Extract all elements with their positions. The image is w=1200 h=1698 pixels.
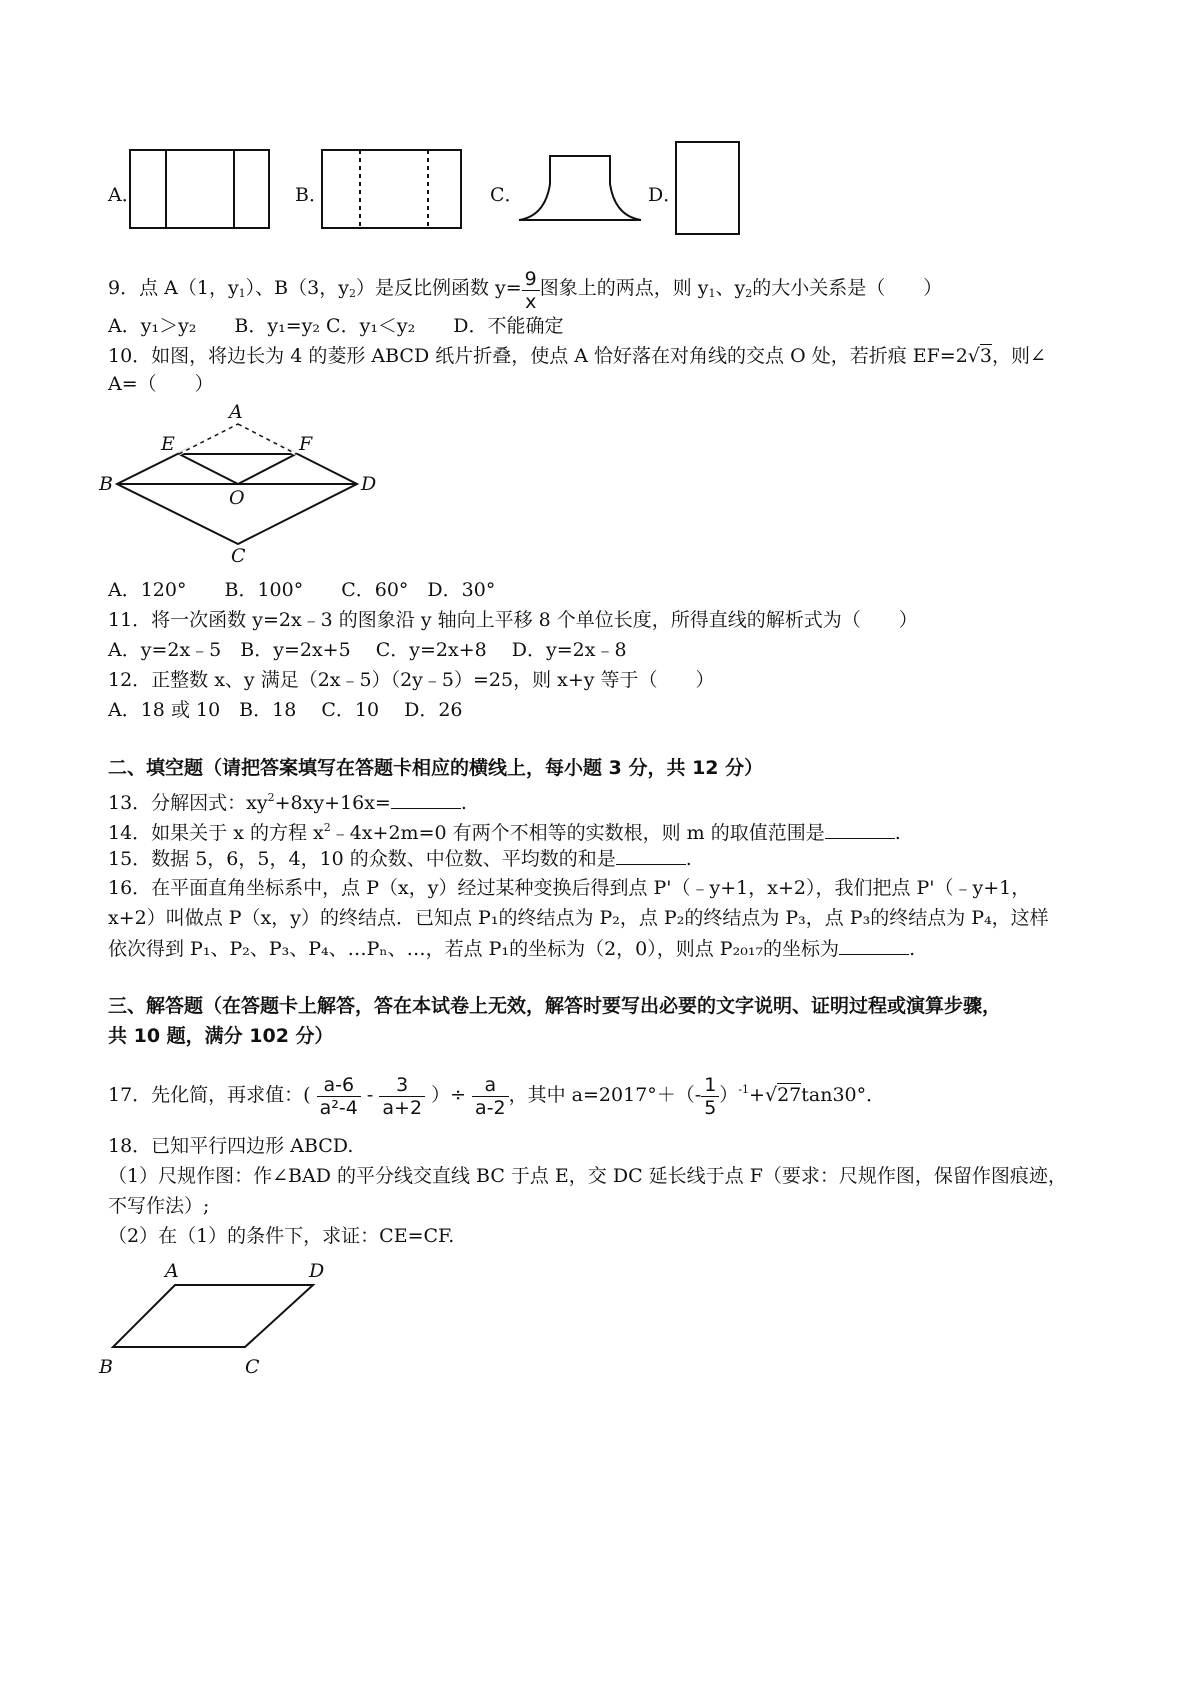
q18-part1-line1: （1）尺规作图：作∠BAD 的平分线交直线 BC 于点 E，交 DC 延长线于点 F（要求：尺规作图，保留作图痕迹，	[108, 1165, 1067, 1187]
q18-part1-line2: 不写作法）;	[108, 1195, 210, 1217]
section2-heading: 二、填空题（请把答案填写在答题卡相应的横线上，每小题 3 分，共 12 分）	[108, 757, 764, 779]
q15-stem: 15．数据 5，6，5，4，10 的众数、中位数、平均数的和是 .	[108, 848, 692, 870]
label-f: F	[299, 433, 313, 455]
q8-option-d-figure	[674, 140, 744, 238]
label-a: A	[229, 401, 243, 423]
q18-part2: （2）在（1）的条件下，求证：CE=CF.	[108, 1225, 455, 1247]
label-d: D	[361, 473, 377, 495]
answer-blank[interactable]	[391, 790, 461, 809]
label-o: O	[229, 487, 245, 509]
q17-stem: 17．先化简，再求值：( $\frac{a-6}{\text{a²-4}}$ - $\frac{3}{a+2}$ ）÷ $\frac{a}{a-2}$ ，其中 a=2017°＋（- $\frac{1}{5}$ ）$^{-1}$+√27tan30°．	[108, 1073, 886, 1119]
q10-options: A．120° B．100° C．60° D．30°	[108, 579, 496, 601]
section3-heading-line1: 三、解答题（在答题卡上解答，答在本试卷上无效，解答时要写出必要的文字说明、证明过程或演算步骤，	[108, 995, 1002, 1017]
sqrt-symbol: √	[967, 345, 980, 367]
answer-blank[interactable]	[825, 820, 895, 839]
q8-option-a-label: A．	[108, 184, 141, 206]
fraction: $\frac{a-6}{\text{a²-4}}$	[317, 1074, 361, 1119]
q8-option-a-figure	[128, 148, 273, 232]
answer-blank[interactable]	[839, 936, 909, 955]
q8-option-b-figure	[320, 148, 465, 232]
q18-parallelogram-figure	[95, 1255, 355, 1385]
q12-stem: 12．正整数 x、y 满足（2x﹣5）（2y﹣5）=25，则 x+y 等于（ ）	[108, 669, 715, 691]
q12-options: A．18 或 10 B．18 C．10 D．26	[108, 699, 463, 721]
q10-stem-line2: A=（ ）	[108, 373, 214, 395]
q8-option-c-figure	[515, 150, 645, 225]
fraction: $\frac{3}{a+2}$	[379, 1074, 425, 1119]
label-e: E	[161, 433, 175, 455]
label-c: C	[245, 1356, 260, 1378]
label-b: B	[99, 473, 113, 495]
q16-line3: 依次得到 P₁、P₂、P₃、P₄、…Pₙ、…，若点 P₁的坐标为（2，0），则点 P₂₀₁₇的坐标为 .	[108, 938, 916, 960]
q16-line2: x+2）叫做点 P（x，y）的终结点．已知点 P₁的终结点为 P₂，点 P₂的终结点为 P₃，点 P₃的终结点为 P₄，这样	[108, 907, 1049, 929]
q10-rhombus-figure	[95, 400, 395, 570]
q16-line1: 16．在平面直角坐标系中，点 P（x，y）经过某种变换后得到点 P'（﹣y+1，x+2），我们把点 P'（﹣y+1，	[108, 877, 1031, 899]
answer-blank[interactable]	[616, 846, 686, 865]
q13-stem: 13．分解因式：$xy^2+8xy+16x=$ .	[108, 791, 467, 814]
q10-stem-line1: 10．如图，将边长为 4 的菱形 ABCD 纸片折叠，使点 A 恰好落在对角线的交点 O 处，若折痕 EF=2√3，则∠	[108, 345, 1046, 367]
fraction: $\frac{a}{a-2}$	[472, 1074, 509, 1119]
q9-stem: 9．点 A（1，$y_1$）、B（3，$y_2$）是反比例函数 y= $\frac{9}{x}$ 图象上的两点，则 $y_1$、$y_2$的大小关系是（ ）	[108, 268, 943, 313]
label-a: A	[165, 1260, 179, 1282]
sqrt-symbol: √	[764, 1084, 778, 1106]
q8-option-b-label: B．	[295, 184, 328, 206]
label-d: D	[309, 1260, 325, 1282]
q11-options: A．y=2x﹣5 B．y=2x+5 C．y=2x+8 D．y=2x﹣8	[108, 639, 627, 661]
q9-fraction: $\frac{9}{x}$	[522, 268, 540, 313]
q14-stem: 14．如果关于 x 的方程 $x^2﹣4x+2m=0$ 有两个不相等的实数根，则 m 的取值范围是 .	[108, 821, 901, 844]
q11-stem: 11．将一次函数 y=2x﹣3 的图象沿 y 轴向上平移 8 个单位长度，所得直线的解析式为（ ）	[108, 609, 918, 631]
label-b: B	[99, 1356, 113, 1378]
q8-option-c-label: C．	[490, 184, 524, 206]
fraction: $\frac{1}{5}$	[701, 1074, 719, 1119]
section3-heading-line2: 共 10 题，满分 102 分）	[108, 1025, 334, 1047]
parallelogram	[113, 1285, 313, 1347]
q9-options: A．y₁＞y₂ B．y₁=y₂ C．y₁＜y₂ D．不能确定	[108, 315, 564, 337]
label-c: C	[231, 545, 246, 567]
q8-option-d-label: D．	[648, 184, 683, 206]
q18-stem: 18．已知平行四边形 ABCD.	[108, 1135, 354, 1157]
